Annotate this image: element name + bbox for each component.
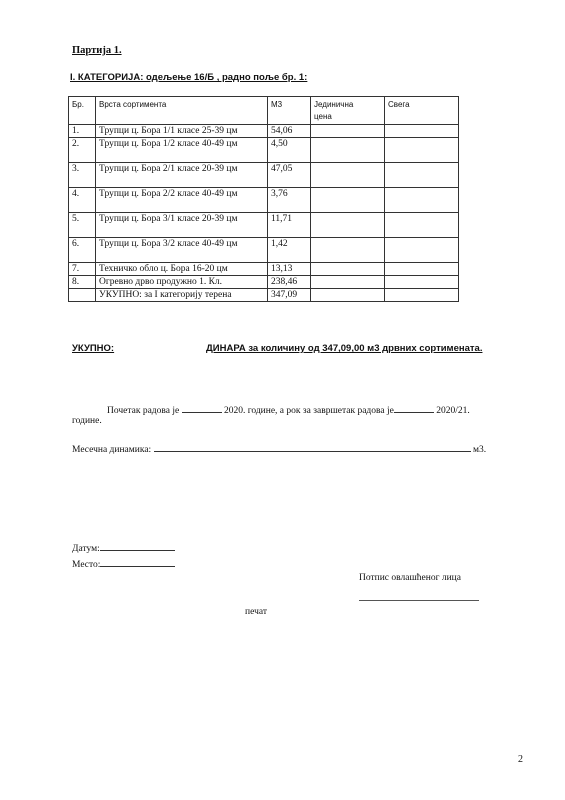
row-number: 8. [69,276,96,289]
total-line [72,343,483,354]
row-number: 1. [69,125,96,138]
monthly-dynamics-label: Месечна динамика: [72,445,152,455]
monthly-dynamics-blank[interactable] [154,442,471,452]
table-row [69,138,459,163]
row-number: 2. [69,138,96,163]
row-total [385,163,459,188]
godine-text: године. [72,416,102,426]
row-qty: 238,46 [268,276,311,289]
category-heading: I. КАТЕГОРИЈА: одељење 16/Б , радно поље бр. 1: [70,72,308,83]
row-qty: 54,06 [268,125,311,138]
row-qty: 1,42 [268,238,311,263]
table-row [69,213,459,238]
row-price [311,188,385,213]
row-name: Техничко обло ц. Бора 16-20 цм [96,263,268,276]
row-qty: 347,09 [268,289,311,302]
row-number: 6. [69,238,96,263]
row-total [385,238,459,263]
place-blank[interactable] [100,557,175,567]
row-price [311,263,385,276]
stamp-label: печат [245,607,267,617]
row-price [311,238,385,263]
date-line [72,541,175,554]
row-qty: 3,76 [268,188,311,213]
deadline-blank[interactable] [394,403,434,413]
row-price [311,276,385,289]
row-number [69,289,96,302]
table-row [69,238,459,263]
row-total [385,276,459,289]
total-label: УКУПНО: [72,343,115,354]
row-name: Трупци ц. Бора 1/2 класе 40-49 цм [96,138,268,163]
date-label: Датум: [72,544,100,554]
start-text-3: 2020/21. [436,406,470,416]
row-number: 4. [69,188,96,213]
header-number: Бр. [69,97,96,125]
row-total [385,263,459,276]
start-text-1: Почетак радова је [107,406,180,416]
row-qty: 13,13 [268,263,311,276]
row-price [311,138,385,163]
row-total [385,125,459,138]
section-title: Партија 1. [72,45,122,56]
header-m3: М3 [268,97,311,125]
row-number: 7. [69,263,96,276]
row-qty: 47,05 [268,163,311,188]
row-price [311,125,385,138]
row-price [311,163,385,188]
header-type: Врста сортимента [96,97,268,125]
row-name: Огревно дрво продужно 1. Кл. [96,276,268,289]
total-text: ДИНАРА за количину од 347,09,00 м3 дрвних сортимената. [206,343,483,354]
row-price [311,289,385,302]
header-unit-price-label: Јединична цена [314,100,354,121]
assortment-table [68,96,459,302]
row-number: 3. [69,163,96,188]
row-qty: 11,71 [268,213,311,238]
row-total [385,289,459,302]
header-unit-price [311,97,385,125]
header-total: Свега [385,97,459,125]
row-total [385,213,459,238]
signature-label: Потпис овлашћеног лица [359,573,461,583]
row-name: Трупци ц. Бора 2/2 класе 40-49 цм [96,188,268,213]
table-row [69,125,459,138]
row-name: Трупци ц. Бора 3/1 класе 20-39 цм [96,213,268,238]
monthly-dynamics-unit: м3. [472,445,487,455]
row-qty: 4,50 [268,138,311,163]
table-total-row [69,289,459,302]
start-date-line [107,403,470,416]
page-number: 2 [518,754,523,765]
row-number: 5. [69,213,96,238]
table-row [69,263,459,276]
row-name: Трупци ц. Бора 1/1 класе 25-39 цм [96,125,268,138]
place-label: Место: [72,560,101,570]
row-price [311,213,385,238]
place-line [72,557,175,570]
signature-line[interactable] [359,600,479,601]
row-total [385,138,459,163]
start-text-2: 2020. године, а рок за завршетак радова је [223,406,394,416]
table-header-row [69,97,459,125]
start-year-blank[interactable] [182,403,222,413]
monthly-dynamics-line [72,442,486,455]
date-blank[interactable] [100,541,175,551]
table-row [69,276,459,289]
row-name: УКУПНО: за I категорију терена [96,289,268,302]
table-row [69,188,459,213]
row-name: Трупци ц. Бора 3/2 класе 40-49 цм [96,238,268,263]
row-name: Трупци ц. Бора 2/1 класе 20-39 цм [96,163,268,188]
row-total [385,188,459,213]
table-row [69,163,459,188]
